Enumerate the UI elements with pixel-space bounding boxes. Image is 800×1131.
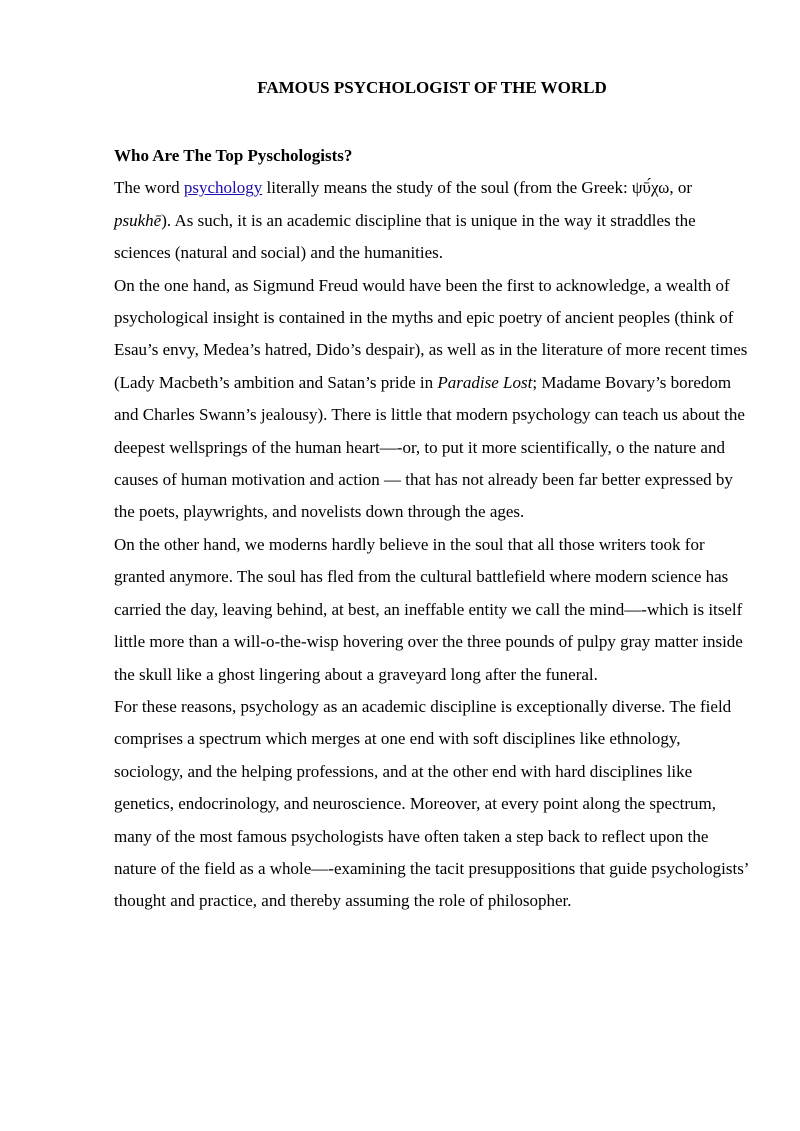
document-page [114, 68, 750, 918]
document-title: FAMOUS PSYCHOLOGIST OF THE WORLD [257, 78, 607, 97]
paragraph-3: On the other hand, we moderns hardly believe in the soul that all those writers took for granted anymore. The soul has fled from the cultural battlefield where modern science has carried the day, leaving behind, at best, an ineffable entity we call the mind—-which is itself little more than a will-o-the-wisp hovering over the three pounds of pulpy gray matter inside the skull like a ghost lingering about a graveyard long after the funeral. [114, 534, 743, 684]
section-heading: Who Are The Top Pyschologists? [114, 146, 353, 165]
paragraph-1 [114, 172, 750, 269]
psychology-link[interactable]: psychology [183, 178, 263, 198]
p2-italic-title: Paradise Lost [437, 372, 533, 392]
paragraph-4: For these reasons, psychology as an academic discipline is exceptionally diverse. The field comprises a spectrum which merges at one end with soft disciplines like ethnology, sociology, and the helping professions, and at the other end with hard disciplines like genetics, endocrinology, and neuroscience. Moreover, at every point along the spectrum, many of the most famous psychologists have often taken a step back to reflect upon the nature of the field as a whole—-examining the tacit presuppositions that guide psychologists’ thought and practice, and thereby assuming the role of philosopher. [114, 696, 749, 911]
p1-italic-term: psukhē [114, 210, 162, 230]
p2-text-start: On the one hand, as Sigmund Freud would have been the first to acknowledge, a wealth of psychological insight is contained in the myths and epic poetry of ancient peoples (think of Esau’s envy, Medea’s hatred, Dido’s despair), as well as in the literature of more recent times (Lady Macbeth’s ambition and Satan’s pride in [114, 275, 748, 392]
p1-text-start: The word [114, 178, 184, 198]
p1-text-middle: literally means the study of the soul (from the Greek: ψῡ́χω, or [262, 178, 692, 198]
p1-text-end: ). As such, it is an academic discipline that is unique in the way it straddles the sciences (natural and social) and the humanities. [114, 210, 696, 263]
p2-text-end: ; Madame Bovary’s boredom and Charles Swann’s jealousy). There is little that modern psychology can teach us about the deepest wellsprings of the human heart—-or, to put it more scientifically, o the nature and causes of human motivation and action — that has not already been far better expressed by the poets, playwrights, and novelists down through the ages. [114, 372, 745, 522]
paragraph-2 [114, 270, 750, 529]
